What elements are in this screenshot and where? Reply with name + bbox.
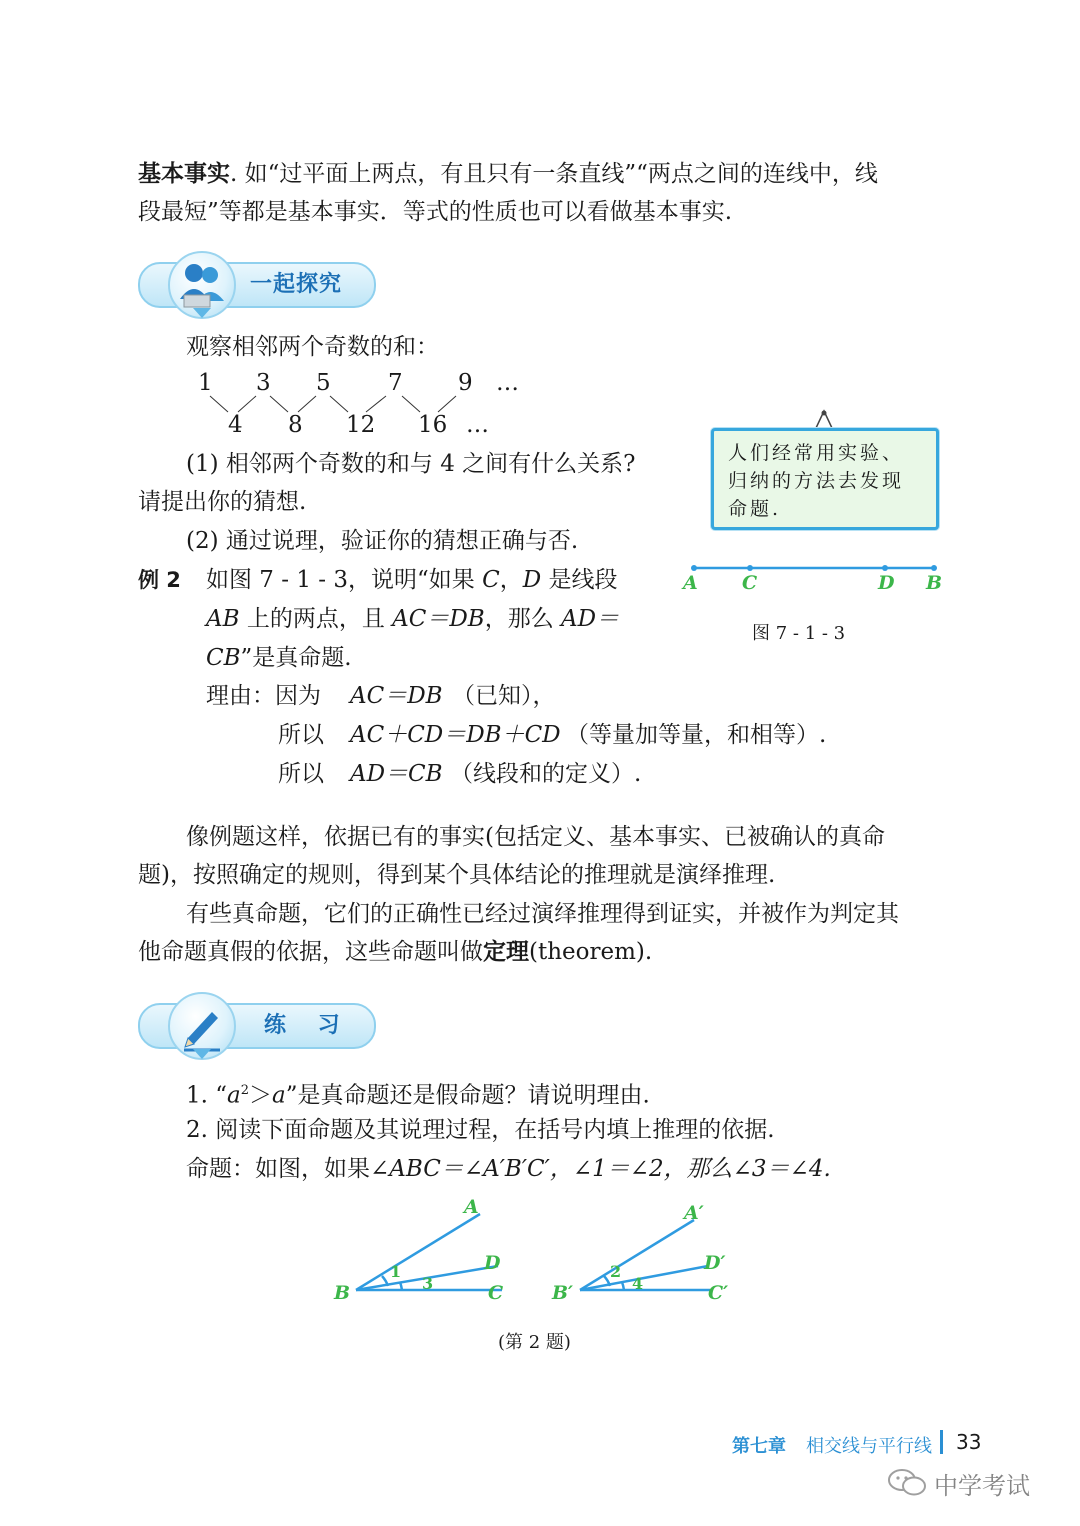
deduction-p1-line1: 像例题这样，依据已有的事实(包括定义、基本事实、已被确认的真命 [186,824,885,850]
watermark-text: 中学考试 [934,1472,1030,1500]
practice-banner [138,994,374,1056]
intro-line-1: 基本事实. 如“过平面上两点，有且只有一条直线”“两点之间的连线中，线 [138,160,878,187]
wechat-icon [886,1466,928,1498]
odd-number: 9 [458,370,473,396]
odd-number: 1 [198,370,213,396]
practice-q1: 1. “$a^2>a$”是真命题还是假命题？请说明理由. [186,1082,650,1109]
footer-title: 相交线与平行线 [806,1436,932,1457]
figure-caption: (第 2 题) [498,1332,571,1353]
angle-point-label: A′ [684,1202,704,1224]
footer-chapter: 第七章 [732,1436,786,1457]
example-label: 例 2 [138,568,181,592]
so-label: 所以 [278,722,324,748]
odd-number: 3 [256,370,271,396]
angle-point-label: C [488,1282,504,1304]
point-label: B [926,572,943,594]
deduction-p2-line2: 他命题真假的依据，这些命题叫做定理(theorem). [138,938,653,965]
reason-step-1: AC＝DB [350,683,443,709]
figure-caption: 图 7 - 1 - 3 [752,623,846,644]
reason-step-3: AD＝CB [350,761,443,787]
explore-banner-title: 一起探究 [250,272,343,297]
example-line-1: 如图 7 - 1 - 3，说明“如果 C，D 是线段 [206,567,618,593]
question-1: (1) 相邻两个奇数的和与 4 之间有什么关系? [186,451,636,477]
angle-point-label: B [334,1282,351,1304]
explore-prompt: 观察相邻两个奇数的和： [186,334,439,360]
reason-note-3: （线段和的定义）. [450,761,642,787]
example-line-2: AB 上的两点，且 AC＝DB，那么 AD＝ [206,606,620,632]
odd-number: 7 [388,370,403,396]
sum-number: 16 [418,412,448,438]
angle-point-label: D′ [704,1252,726,1274]
practice-q2: 2. 阅读下面命题及其说理过程，在括号内填上推理的依据. [186,1117,775,1143]
term-basic-fact: 基本事实 [138,160,230,187]
practice-banner-title: 练 习 [264,1013,352,1038]
odd-number: 5 [316,370,331,396]
so-label: 所以 [278,761,324,787]
figure-segment [680,560,950,600]
ellipsis: … [466,412,489,438]
sum-number: 12 [346,412,376,438]
angle-point-label: A [464,1196,479,1218]
example-line-3: CB”是真命题. [206,645,352,671]
angle-point-label: C′ [708,1282,729,1304]
term-theorem: 定理 [483,938,529,965]
angle-number: 2 [610,1262,622,1281]
angle-number: 1 [390,1262,402,1281]
angle-number: 4 [632,1274,644,1293]
question-1-cont: 请提出你的猜想. [138,489,307,515]
reason-note-2: （等量加等量，和相等）. [566,722,827,748]
reason-note-1: （已知）， [452,683,556,709]
angle-number: 3 [422,1274,434,1293]
point-label: A [683,572,698,594]
point-label: C [742,572,758,594]
sum-number: 8 [288,412,303,438]
sum-number: 4 [228,412,243,438]
note-box [711,428,939,530]
reason-label: 理由：因为 [206,683,321,709]
ellipsis: … [496,370,519,396]
proposition: 命题：如图，如果∠ABC＝∠A′B′C′，∠1＝∠2，那么∠3＝∠4. [186,1156,831,1182]
explore-banner [138,253,374,315]
deduction-p2-line1: 有些真命题，它们的正确性已经过演绎推理得到证实，并被作为判定其 [186,901,899,927]
reason-step-2: AC＋CD＝DB＋CD [350,722,561,748]
angle-point-label: B′ [552,1282,574,1304]
intro-line-2: 段最短”等都是基本事实．等式的性质也可以看做基本事实. [138,199,733,225]
footer-divider [940,1430,943,1454]
watermark [886,1464,1046,1500]
page-number: 33 [956,1430,982,1454]
deduction-p1-line2: 题)，按照确定的规则，得到某个具体结论的推理就是演绎推理. [138,862,776,888]
question-2: (2) 通过说理，验证你的猜想正确与否. [186,528,579,554]
angle-point-label: D [484,1252,501,1274]
note-text: 人们经常用实验、归纳的方法去发现命题. [728,442,905,520]
point-label: D [878,572,895,594]
